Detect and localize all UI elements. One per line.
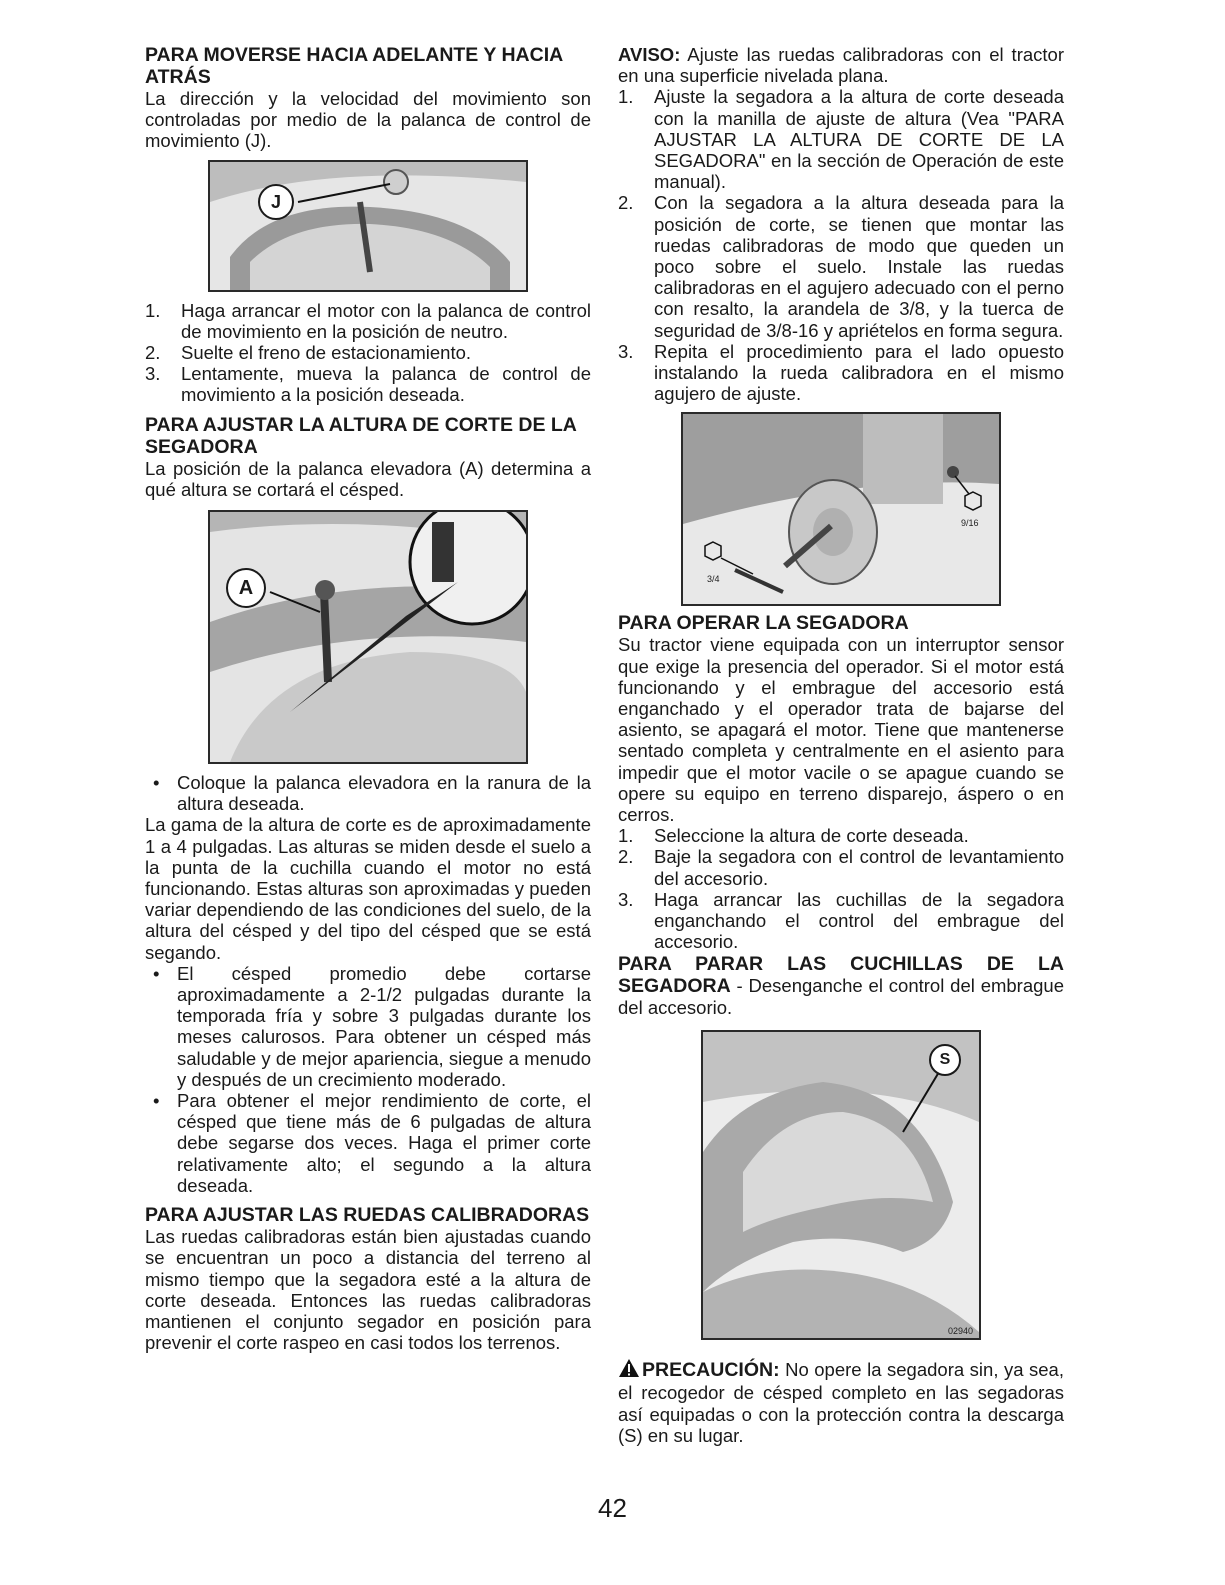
section-title-stop-blades: PARA PARAR LAS CUCHILLAS DE LA SEGADORA [618,952,1064,997]
section-body: Las ruedas calibradoras están bien ajustadas cuando se encuentran un poco a distancia del terreno al mismo tiempo que la segadora esté a la altura de corte deseada. Entonces las ruedas calibradoras mantienen el conjunto segador en posición para prevenir el corte raspeo en casi todos los terrenos. [145,1226,591,1354]
figure-discharge-guard [701,1030,981,1340]
figure-gauge-wheel [681,412,1001,606]
figure-motion-lever [208,160,528,292]
callout-a [226,568,266,608]
list-item: 2. Baje la segadora con el control de levantamiento del accesorio. [618,846,1064,889]
motion-lever-illustration [210,162,526,290]
list-item: 2. Con la segadora a la altura deseada para la posición de corte, se tienen que montar las ruedas calibradoras de modo que queden un poco sobre el suelo. Instale las ruedas calibradoras en el agujero adecuado con el perno con resalto, la arandela de 3/8, y la tuerca de seguridad de 3/8-16 y apriételos en forma segura. [618,192,1064,341]
wrench-size-label: 9/16 [961,518,979,529]
section-title-gauge-wheels: PARA AJUSTAR LAS RUEDAS CALIBRADORAS [145,1204,590,1227]
caution-label: PRECAUCIÓN: [642,1359,780,1382]
section-body: La posición de la palanca elevadora (A) determina a qué altura se cortará el césped. [145,457,591,500]
list-item: 1. Haga arrancar el motor con la palanca de control de movimiento en la posición de neutro. [145,299,591,342]
list-item: 3. Haga arrancar las cuchillas de la segadora enganchando el control del embrague del accesorio. [618,888,1064,953]
page-number: 42 [598,1493,627,1523]
callout-j-label: J [270,191,281,212]
section-body: Su tractor viene equipada con un interruptor sensor que exige la presencia del operador. Si el motor está funcionando y el embrague del accesorio está enganchado y el operador trata de bajarse del asiento, se apagará el motor. Tiene que mantenerse sentado completa y centralmente en el asiento para impedir que el motor vacile o se apague cuando se opere su equipo en terreno disparejo, áspero o en cerros. [618,634,1064,826]
left-column [145,44,591,1353]
warning-triangle-icon [618,1358,640,1382]
steps-operate-mower [618,825,1064,952]
callout-j [258,184,294,220]
steps-gauge-wheels [618,86,1064,404]
gauge-wheel-illustration [683,414,999,604]
list-item: 3. Repita el procedimiento para el lado opuesto instalando la rueda calibradora en el mismo agujero de ajuste. [618,340,1064,405]
list-item: 1. Ajuste la segadora a la altura de corte deseada con la manilla de ajuste de altura (Vea "PARA AJUSTAR LA ALTURA DE CORTE DE LA SEGADORA" en la sección de Operación de este manual). [618,86,1064,193]
figure-lift-lever [208,510,528,764]
bullet-list [145,963,591,1196]
bullet-list [145,772,591,814]
wrench-size-label: 3/4 [707,574,720,585]
section-body: La dirección y la velocidad del movimiento son controladas por medio de la palanca de control de movimiento (J). [145,88,591,152]
list-item: • Para obtener el mejor rendimiento de corte, el césped que tiene más de 6 pulgadas de altura debe segarse dos veces. Haga el primer corte relativamente alto; el segundo a la altura deseada. [145,1090,591,1196]
callout-s-label: S [939,1051,951,1069]
lift-lever-illustration [210,512,526,762]
figure-code: 02940 [947,1326,973,1337]
list-item: 1. Seleccione la altura de corte deseada. [618,825,969,847]
right-column [618,44,1064,1446]
steps-forward-backward [145,300,591,406]
list-item: • Coloque la palanca elevadora en la ranura de la altura deseada. [145,772,591,814]
notice-label: AVISO: [618,44,681,65]
section-title-operate-mower: PARA OPERAR LA SEGADORA [618,612,909,635]
discharge-guard-illustration [703,1032,979,1338]
section-title-forward-backward: PARA MOVERSE HACIA ADELANTE Y HACIA ATRÁS [145,44,563,88]
notice-paragraph: AVISO: Ajuste las ruedas calibradoras con el tractor en una superficie nivelada plana. [618,44,1064,87]
caution-paragraph: PRECAUCIÓN: No opere la segadora sin, ya sea, el recogedor de césped completo en las segadoras así equipadas o con la protección contra la descarga (S) en su lugar. [618,1359,1064,1446]
stop-blades-paragraph: PARA PARAR LAS CUCHILLAS DE LA SEGADORA - Desenganche el control del embrague del accesorio. [618,952,1064,1018]
section-body: La gama de la altura de corte es de aproximadamente 1 a 4 pulgadas. Las alturas se miden desde el suelo a la punta de la cuchilla cuando el motor no está funcionando. Estas alturas son aproximadas y pueden variar dependiendo de las condiciones del suelo, de la altura del césped y del tipo del césped que se está segando. [145,814,591,963]
list-item: • El césped promedio debe cortarse aproximadamente a 2-1/2 pulgadas durante la temporada fría y sobre 3 pulgadas durante los meses calurosos. Para obtener un césped más saludable y de mejor apariencia, siegue a menudo y después de un crecimiento moderado. [145,963,591,1090]
callout-s [929,1044,961,1076]
callout-a-label: A [238,577,254,600]
list-item: 2. Suelte el freno de estacionamiento. [145,342,472,364]
section-title-cut-height: PARA AJUSTAR LA ALTURA DE CORTE DE LA SEGADORA [145,413,577,458]
list-item: 3. Lentamente, mueva la palanca de control de movimiento a la posición deseada. [145,363,591,406]
